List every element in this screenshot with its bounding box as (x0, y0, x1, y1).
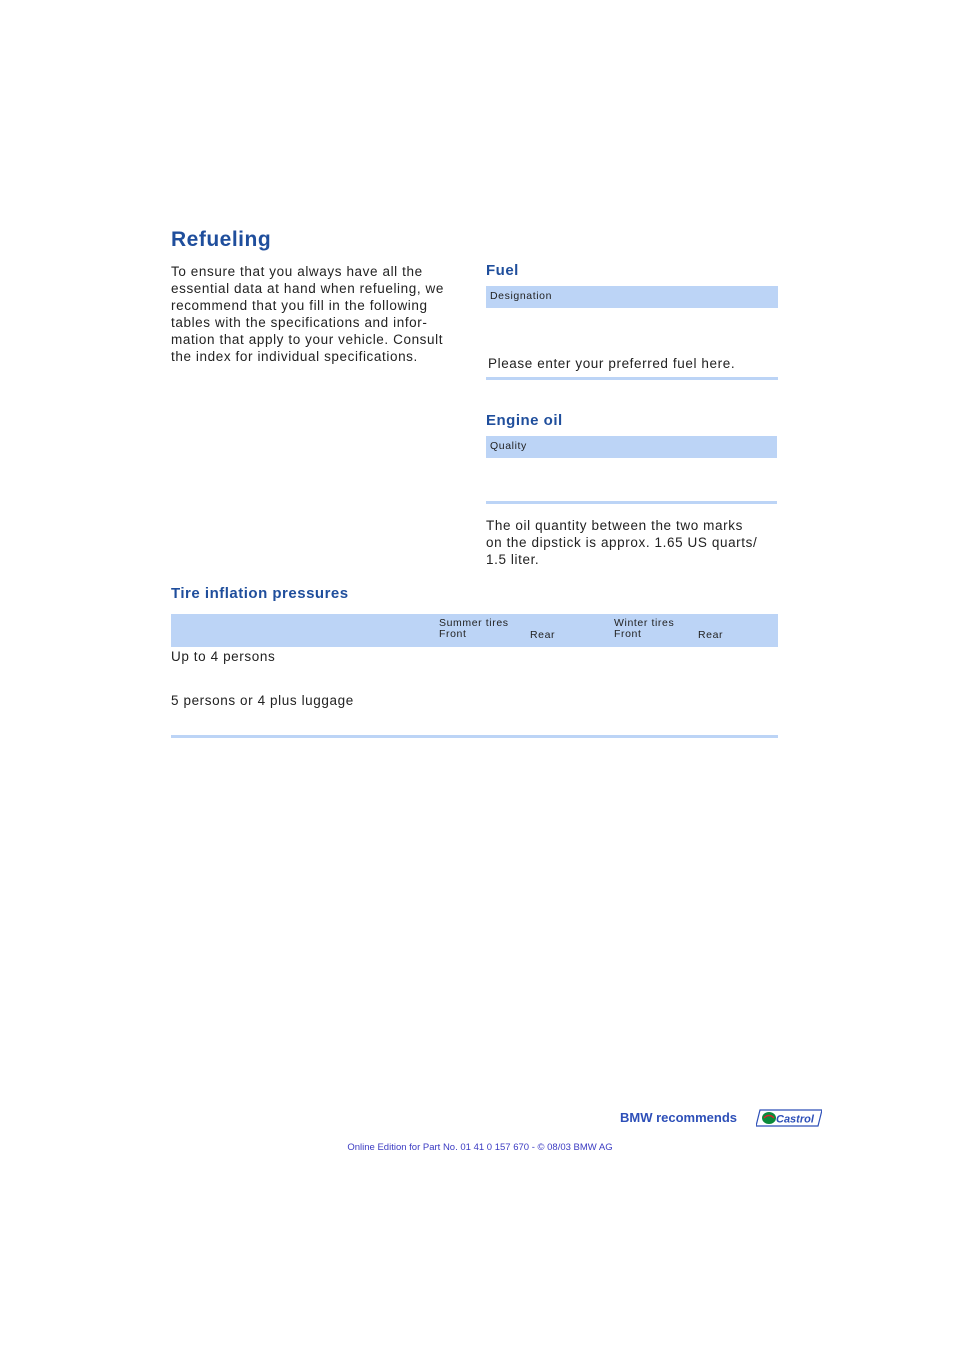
engine-oil-heading: Engine oil (486, 412, 563, 429)
tire-table-header (171, 614, 778, 647)
tire-row-label: Up to 4 persons (171, 649, 276, 664)
castrol-wordmark: Castrol (776, 1113, 814, 1126)
bmw-recommends-text: BMW recommends (620, 1110, 738, 1125)
engine-oil-note-line: The oil quantity between the two marks (486, 518, 743, 533)
engine-oil-quality-bar (486, 436, 777, 458)
tire-pressure-heading: Tire inflation pressures (171, 585, 349, 602)
fuel-divider (486, 377, 778, 380)
tire-table-divider (171, 735, 778, 738)
summer-rear-label: Rear (530, 629, 556, 641)
castrol-logo-icon (756, 1109, 822, 1127)
intro-line: essential data at hand when refueling, we (171, 281, 445, 296)
intro-line: mation that apply to your vehicle. Consult (171, 332, 444, 347)
intro-line: recommend that you fill in the following (171, 298, 428, 313)
intro-line: tables with the specifications and infor- (171, 315, 428, 330)
summer-tires-label: Summer tires (439, 617, 509, 629)
page-title: Refueling (171, 228, 272, 251)
fuel-note: Please enter your preferred fuel here. (488, 356, 736, 371)
engine-oil-divider (486, 501, 777, 504)
bmw-recommends-castrol-logo (620, 1108, 822, 1130)
fuel-heading: Fuel (486, 262, 519, 279)
intro-paragraph (171, 263, 466, 365)
intro-line: To ensure that you always have all the (171, 264, 423, 279)
winter-tires-label: Winter tires (614, 617, 675, 629)
tire-row-label: 5 persons or 4 plus luggage (171, 693, 354, 708)
winter-front-label: Front (614, 628, 642, 640)
fuel-designation-bar (486, 286, 778, 308)
edition-footer: Online Edition for Part No. 01 41 0 157 670 - © 08/03 BMW AG (347, 1142, 613, 1153)
winter-rear-label: Rear (698, 629, 724, 641)
engine-oil-note-line: on the dipstick is approx. 1.65 US quarts/ (486, 535, 758, 550)
summer-front-label: Front (439, 628, 467, 640)
engine-oil-quality-label: Quality (490, 440, 527, 452)
intro-line: the index for individual specifications. (171, 349, 418, 364)
engine-oil-note (486, 517, 757, 568)
engine-oil-note-line: 1.5 liter. (486, 552, 540, 567)
fuel-designation-label: Designation (490, 290, 553, 302)
